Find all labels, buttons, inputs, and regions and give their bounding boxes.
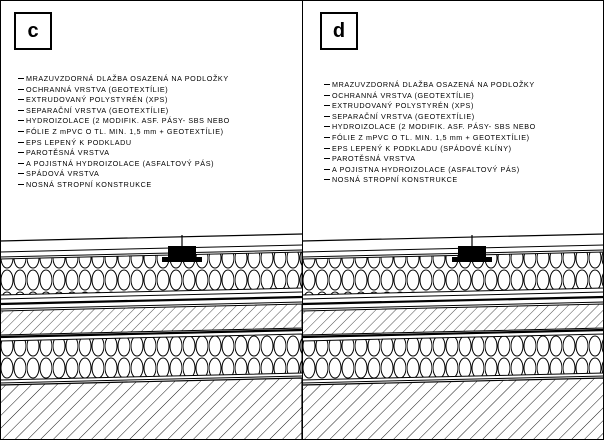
leader-line-icon xyxy=(18,131,24,132)
legend-item-label: SEPARAČNÍ VRSTVA (GEOTEXTÍLIE) xyxy=(332,111,475,121)
legend-item-label: EPS LEPENÝ K PODKLADU xyxy=(26,137,132,147)
section-drawing-d xyxy=(302,225,604,440)
legend-item xyxy=(18,180,230,191)
leader-line-icon xyxy=(324,137,330,138)
legend-item-label: A POJISTNÁ HYDROIZOLACE (ASFALTOVÝ PÁS) xyxy=(26,158,215,168)
eps-slope-wedges xyxy=(302,334,604,380)
legend-item xyxy=(324,144,536,155)
section-drawing-c xyxy=(0,225,302,440)
leader-line-icon xyxy=(18,99,24,100)
legend-item-label: EPS LEPENÝ K PODKLADU (SPÁDOVÉ KLÍNY) xyxy=(332,143,512,153)
leader-line-icon xyxy=(18,163,24,164)
legend-item xyxy=(18,138,230,149)
legend-item-label: OCHRANNÁ VRSTVA (GEOTEXTÍLIE) xyxy=(26,84,169,94)
legend-item-label: NOSNÁ STROPNÍ KONSTRUKCE xyxy=(26,179,152,189)
figure-divider xyxy=(302,0,303,440)
legend-item-label: NOSNÁ STROPNÍ KONSTRUKCE xyxy=(332,175,458,185)
panel-label-c-text: c xyxy=(27,19,39,42)
legend-item xyxy=(18,74,230,85)
leader-line-icon xyxy=(324,95,330,96)
leader-line-icon xyxy=(324,126,330,127)
legend-item xyxy=(18,127,230,138)
paving-top-line xyxy=(302,234,604,241)
legend-item-label: HYDROIZOLACE (2 MODIFIK. ASF. PÁSY- SBS NEBO xyxy=(26,116,230,126)
legend-item xyxy=(324,154,536,165)
legend-item-label: OCHRANNÁ VRSTVA (GEOTEXTÍLIE) xyxy=(332,90,475,100)
leader-line-icon xyxy=(18,78,24,79)
legend-item xyxy=(324,133,536,144)
legend-item-label: MRAZUVZDORNÁ DLAŽBA OSAZENÁ NA PODLOŽKY xyxy=(26,74,229,83)
legend-d xyxy=(324,80,536,186)
leader-line-icon xyxy=(18,89,24,90)
structural-slab xyxy=(302,378,604,440)
leader-line-icon xyxy=(324,179,330,180)
paving-top-line xyxy=(0,234,302,241)
legend-item xyxy=(324,101,536,112)
leader-line-icon xyxy=(324,148,330,149)
legend-item-label: SEPARAČNÍ VRSTVA (GEOTEXTÍLIE) xyxy=(26,105,169,115)
legend-item xyxy=(324,165,536,176)
xps-layer xyxy=(0,252,302,295)
panel-label-d xyxy=(320,12,358,50)
legend-item xyxy=(18,85,230,96)
legend-item-label: HYDROIZOLACE (2 MODIFIK. ASF. PÁSY- SBS NEBO xyxy=(332,122,536,132)
panel-label-c xyxy=(14,12,52,50)
leader-line-icon xyxy=(324,105,330,106)
legend-item-label: A POJISTNA HYDROIZOLACE (ASFALTOVÝ PÁS) xyxy=(332,164,520,174)
leader-line-icon xyxy=(18,110,24,111)
leader-line-icon xyxy=(324,169,330,170)
leader-line-icon xyxy=(18,142,24,143)
legend-c xyxy=(18,74,230,191)
leader-line-icon xyxy=(324,158,330,159)
legend-item xyxy=(324,80,536,91)
legend-item-label: PAROTĚSNÁ VRSTVA xyxy=(26,148,110,158)
xps-layer xyxy=(302,252,604,295)
leader-line-icon xyxy=(324,116,330,117)
legend-item-label: EXTRUDOVANÝ POLYSTYRÉN (XPS) xyxy=(332,101,474,111)
legend-item xyxy=(18,169,230,180)
legend-item xyxy=(18,106,230,117)
legend-item xyxy=(324,122,536,133)
panel-label-d-text: d xyxy=(332,19,346,42)
legend-item-label: EXTRUDOVANÝ POLYSTYRÉN (XPS) xyxy=(26,95,168,105)
layer-group-d xyxy=(302,234,604,440)
legend-item-label: FÓLIE Z mPVC O TL. MIN. 1,5 mm + GEOTEXTÍLIE) xyxy=(26,126,224,136)
legend-item xyxy=(18,148,230,159)
legend-item xyxy=(18,95,230,106)
leader-line-icon xyxy=(324,84,330,85)
legend-item-label: FÓLIE Z mPVC O TL. MIN. 1,5 mm + GEOTEXTÍLIE) xyxy=(332,132,530,142)
layer-group-c xyxy=(0,234,302,440)
slope-layer xyxy=(0,334,302,380)
legend-item-label: SPÁDOVÁ VRSTVA xyxy=(26,169,100,179)
leader-line-icon xyxy=(18,184,24,185)
legend-item-label: PAROTĚSNÁ VRSTVA xyxy=(332,154,416,164)
figure-border-left xyxy=(0,0,1,440)
legend-item-label: MRAZUVZDORNÁ DLAŽBA OSAZENÁ NA PODLOŽKY xyxy=(332,80,535,89)
structural-slab xyxy=(0,378,302,440)
leader-line-icon xyxy=(18,152,24,153)
legend-item xyxy=(324,112,536,123)
legend-item xyxy=(18,116,230,127)
detail-panel-d xyxy=(302,0,604,440)
legend-item xyxy=(324,175,536,186)
legend-item xyxy=(18,159,230,170)
legend-item xyxy=(324,91,536,102)
leader-line-icon xyxy=(18,120,24,121)
leader-line-icon xyxy=(18,173,24,174)
